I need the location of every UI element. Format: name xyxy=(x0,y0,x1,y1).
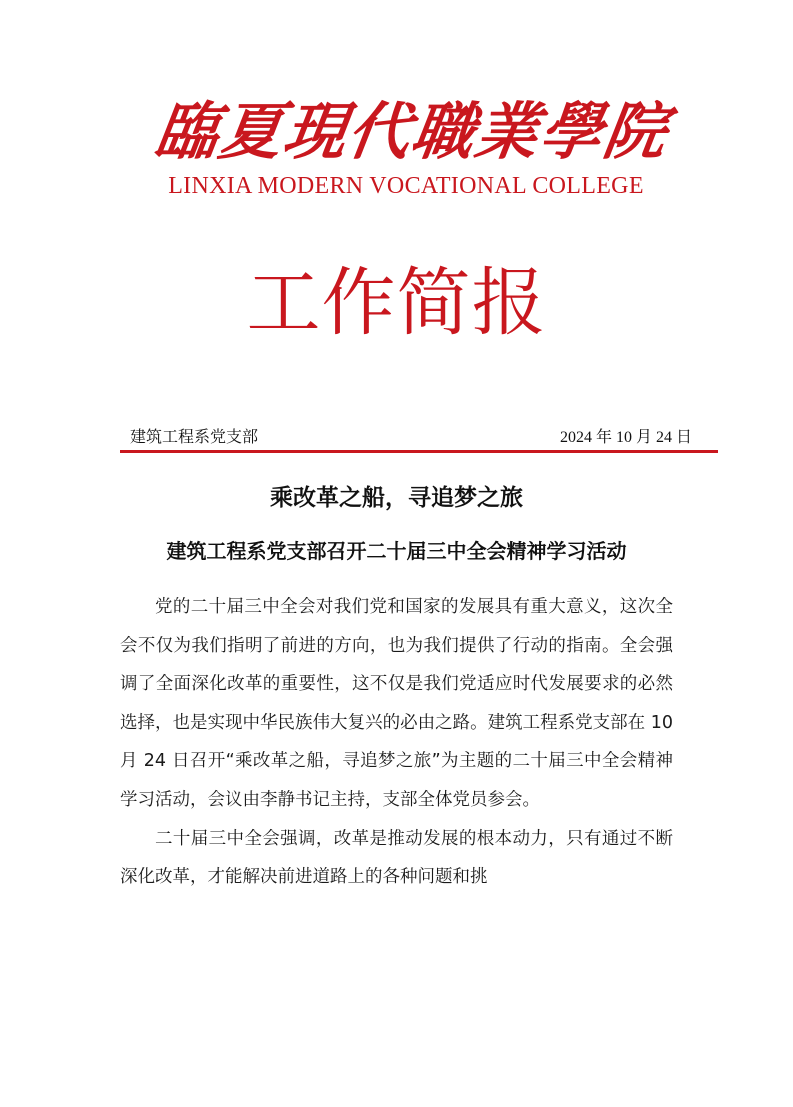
publication-title: 工作简报 xyxy=(246,260,547,346)
meta-row xyxy=(120,426,692,450)
paragraph: 党的二十届三中全会对我们党和国家的发展具有重大意义，这次全会不仅为我们指明了前进的方向，也为我们提供了行动的指南。全会强调了全面深化改革的重要性，这不仅是我们党适应时代发展要求的必然选择，也是实现中华民族伟大复兴的必由之路。建筑工程系党支部在 10 月 24 日召开“乘改革之船，寻追梦之旅”为主题的二十届三中全会精神学习活动，会议由李静书记主持，支部全体党员参会。 xyxy=(120,597,673,810)
article-subheadline: 建筑工程系党支部召开二十届三中全会精神学习活动 xyxy=(166,539,627,563)
department-name: 建筑工程系党支部 xyxy=(130,429,259,446)
paragraph: 二十届三中全会强调，改革是推动发展的根本动力，只有通过不断深化改革，才能解决前进道路上的各种问题和挑 xyxy=(120,828,673,888)
college-logo-chinese: 臨夏現代職業學院 xyxy=(150,95,674,168)
issue-date: 2024 年 10 月 24 日 xyxy=(559,429,692,446)
header-divider xyxy=(120,450,718,453)
college-logo-english: LINXIA MODERN VOCATIONAL COLLEGE xyxy=(168,173,644,199)
article-headline: 乘改革之船，寻追梦之旅 xyxy=(270,484,523,511)
article-body xyxy=(120,588,673,897)
